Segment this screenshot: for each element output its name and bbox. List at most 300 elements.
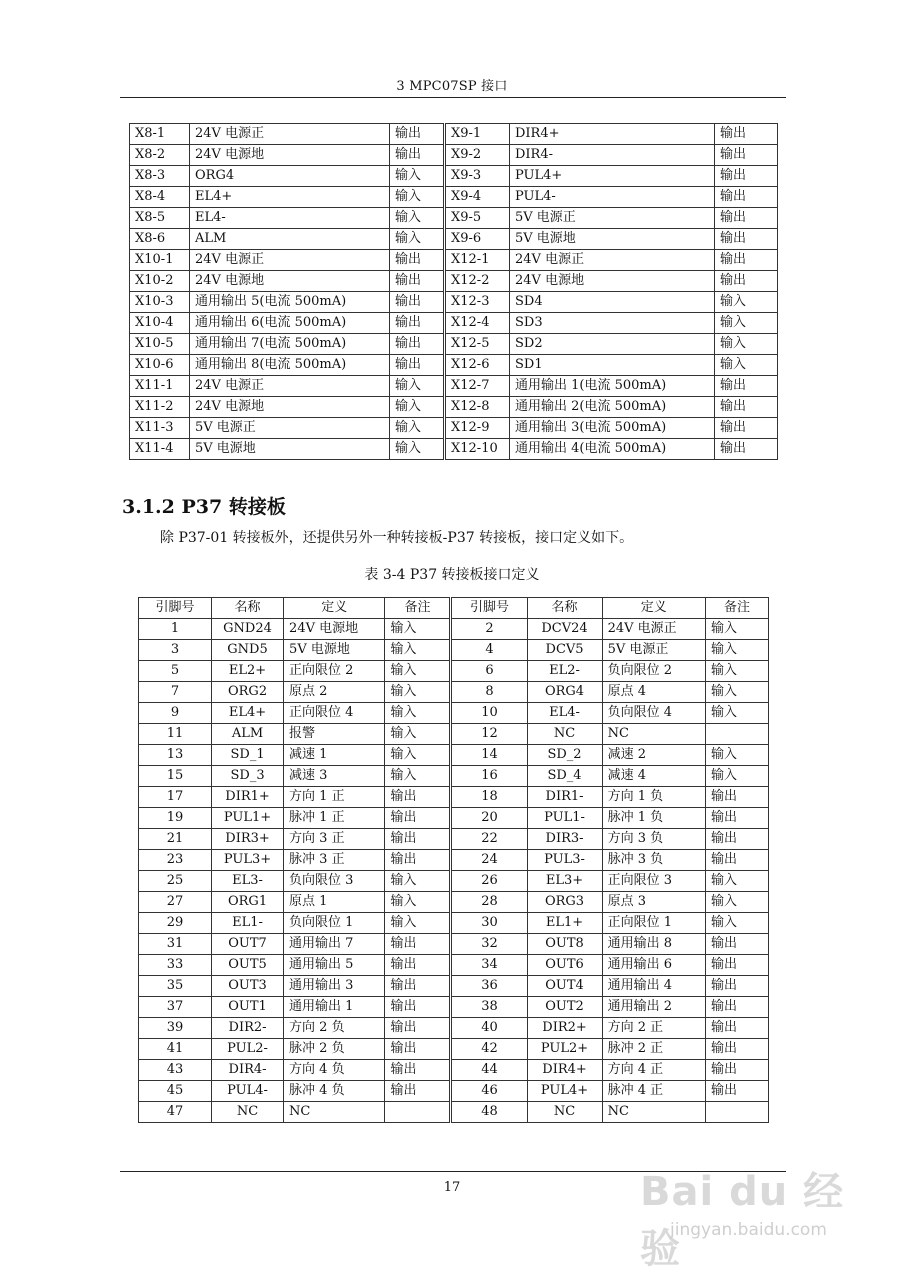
table-cell: 23 [139,850,212,871]
table-cell: 24V 电源地 [190,145,390,166]
table-cell: X10-2 [130,271,190,292]
table-row [130,187,778,208]
table-cell: 19 [139,808,212,829]
table-cell: 24V 电源正 [510,250,715,271]
table-cell: 输出 [715,397,778,418]
table-cell: 输入 [706,745,769,766]
table-cell: X10-1 [130,250,190,271]
table-cell: X12-8 [445,397,510,418]
table-cell: 输出 [390,271,445,292]
table-cell: 输入 [385,661,451,682]
table-row [139,892,769,913]
table-cell: NC [212,1102,284,1123]
table-cell: NC [527,1102,602,1123]
table-cell: OUT7 [212,934,284,955]
table-cell: 方向 4 负 [284,1060,385,1081]
table-cell: 输入 [390,208,445,229]
table-cell: 输出 [706,808,769,829]
table-row [130,166,778,187]
table-row [139,682,769,703]
table-cell: 输出 [706,1018,769,1039]
table-cell: 输出 [715,166,778,187]
table-cell: 输出 [385,1018,451,1039]
table-cell: DIR3- [527,829,602,850]
table-cell: 输入 [390,397,445,418]
table-cell: 输出 [385,787,451,808]
column-header: 引脚号 [451,598,527,619]
table-cell: PUL2- [212,1039,284,1060]
table-cell: 输出 [706,1081,769,1102]
table-cell: X9-1 [445,124,510,145]
table-cell: 47 [139,1102,212,1123]
watermark-logo: Bai du 经验 [640,1169,845,1272]
baidu-watermark [640,1160,860,1272]
table-cell: 5V 电源正 [602,640,705,661]
table-cell: 24V 电源地 [190,397,390,418]
table-cell: X12-10 [445,439,510,460]
table-cell: 6 [451,661,527,682]
table-row [130,418,778,439]
table-cell: 7 [139,682,212,703]
table-cell: PUL1+ [212,808,284,829]
table-cell: 34 [451,955,527,976]
table-cell: 正向限位 2 [284,661,385,682]
table-cell: 输入 [390,439,445,460]
table-cell: SD3 [510,313,715,334]
table-cell: PUL4- [510,187,715,208]
table-cell: 24V 电源正 [190,376,390,397]
table-cell: 减速 4 [602,766,705,787]
table-row [139,1018,769,1039]
table-cell: 输入 [715,313,778,334]
table-cell: PUL3- [527,850,602,871]
table-cell: 原点 3 [602,892,705,913]
table-row [130,124,778,145]
table-cell: EL1- [212,913,284,934]
table-cell [706,724,769,745]
table-cell: 输入 [715,292,778,313]
table-cell: SD_2 [527,745,602,766]
table-cell: ALM [190,229,390,250]
table-cell: 输出 [385,829,451,850]
table-cell: EL4+ [212,703,284,724]
table-cell: 通用输出 2(电流 500mA) [510,397,715,418]
table-cell: 脉冲 4 负 [284,1081,385,1102]
table-cell: 减速 3 [284,766,385,787]
table-cell: 31 [139,934,212,955]
table-cell: 输出 [706,1039,769,1060]
table-cell: ALM [212,724,284,745]
table-cell: X10-5 [130,334,190,355]
table-cell: 脉冲 1 正 [284,808,385,829]
intro-paragraph: 除 P37-01 转接板外，还提供另外一种转接板-P37 转接板，接口定义如下。 [160,530,634,546]
table-cell: X8-2 [130,145,190,166]
table-cell: 负向限位 2 [602,661,705,682]
table-cell: 输入 [706,682,769,703]
table-cell: 通用输出 1 [284,997,385,1018]
table-cell: 输出 [385,955,451,976]
table-cell: X12-9 [445,418,510,439]
table-cell: 12 [451,724,527,745]
table-cell: 42 [451,1039,527,1060]
table-cell: X12-5 [445,334,510,355]
table-cell: 27 [139,892,212,913]
table-cell: 输入 [385,682,451,703]
table-cell: 5V 电源地 [510,229,715,250]
table-cell: 37 [139,997,212,1018]
table-row [130,292,778,313]
table-cell: 输出 [385,808,451,829]
table-cell: OUT2 [527,997,602,1018]
table-cell: 输出 [706,934,769,955]
table-cell: X12-1 [445,250,510,271]
table-cell: 2 [451,619,527,640]
table-cell: 正向限位 3 [602,871,705,892]
table-cell: 18 [451,787,527,808]
table-row [139,1081,769,1102]
table-cell: DIR1+ [212,787,284,808]
table-cell: DIR1- [527,787,602,808]
table-cell: 方向 1 负 [602,787,705,808]
table-cell: 通用输出 4 [602,976,705,997]
table-cell: 输出 [715,229,778,250]
table-cell: 5V 电源地 [284,640,385,661]
table-cell: 输入 [706,892,769,913]
table-cell: X10-6 [130,355,190,376]
column-header: 名称 [212,598,284,619]
table-cell: 24V 电源正 [190,124,390,145]
table-cell: DIR4- [212,1060,284,1081]
table-cell: 输出 [385,1039,451,1060]
table-cell: 原点 2 [284,682,385,703]
table-cell: NC [284,1102,385,1123]
table-cell: X10-3 [130,292,190,313]
table-cell: X8-5 [130,208,190,229]
table-cell: 输出 [390,292,445,313]
table-cell: 输出 [715,124,778,145]
table-cell: 输出 [706,1060,769,1081]
table-cell: 输入 [715,355,778,376]
table-row [130,313,778,334]
table-cell: 输出 [715,145,778,166]
p37-pin-table [138,597,769,1123]
table-cell: X8-6 [130,229,190,250]
table-cell: X11-2 [130,397,190,418]
table-cell: 24V 电源地 [190,271,390,292]
table-row [139,766,769,787]
table-cell: 输出 [385,976,451,997]
table-cell: 5 [139,661,212,682]
header-rule [120,97,786,98]
table-cell: EL2+ [212,661,284,682]
table-cell: DIR4+ [510,124,715,145]
table-cell: 输入 [390,229,445,250]
table-row [130,208,778,229]
table-cell: 输出 [390,355,445,376]
table-row [130,439,778,460]
table-cell: 26 [451,871,527,892]
table-row [139,661,769,682]
table-cell: 24V 电源地 [510,271,715,292]
table-cell: NC [602,724,705,745]
table-cell: SD1 [510,355,715,376]
table-row [130,355,778,376]
table-cell: EL3- [212,871,284,892]
table-cell: 24V 电源正 [602,619,705,640]
table-cell: 5V 电源地 [190,439,390,460]
table-cell: 减速 1 [284,745,385,766]
table-row [130,145,778,166]
table-cell: GND24 [212,619,284,640]
table-cell: X12-2 [445,271,510,292]
page-number: 17 [443,1180,461,1195]
column-header: 定义 [602,598,705,619]
table-cell: PUL4+ [527,1081,602,1102]
table-cell: 输出 [385,850,451,871]
table-cell: 8 [451,682,527,703]
table-cell: ORG2 [212,682,284,703]
table-row [139,724,769,745]
table-cell: 正向限位 1 [602,913,705,934]
table-cell: 输入 [385,745,451,766]
table-cell: ORG3 [527,892,602,913]
table-row [139,997,769,1018]
table-cell: 通用输出 3 [284,976,385,997]
table-cell: EL3+ [527,871,602,892]
table-cell: 25 [139,871,212,892]
table-cell: 通用输出 8(电流 500mA) [190,355,390,376]
table-cell: 输出 [390,250,445,271]
table-cell: PUL1- [527,808,602,829]
table-cell: 方向 3 负 [602,829,705,850]
table-cell: 脉冲 3 正 [284,850,385,871]
table-cell: SD_4 [527,766,602,787]
table-cell: 输入 [390,187,445,208]
table-cell: 输出 [715,439,778,460]
table-cell: 输出 [715,208,778,229]
table-cell: SD4 [510,292,715,313]
table-cell: DIR4- [510,145,715,166]
table-cell: 负向限位 4 [602,703,705,724]
table-cell: X11-4 [130,439,190,460]
table-cell: OUT1 [212,997,284,1018]
column-header: 定义 [284,598,385,619]
table-cell: 方向 3 正 [284,829,385,850]
table-cell: 通用输出 8 [602,934,705,955]
table-cell: EL4+ [190,187,390,208]
table-cell: SD_3 [212,766,284,787]
table-cell: 1 [139,619,212,640]
table-cell: X11-1 [130,376,190,397]
table-cell: 22 [451,829,527,850]
table-cell: OUT6 [527,955,602,976]
table-cell: SD2 [510,334,715,355]
table-cell: EL4- [527,703,602,724]
table-cell: X11-3 [130,418,190,439]
table-cell: PUL4+ [510,166,715,187]
table-cell: OUT3 [212,976,284,997]
table-cell: 通用输出 1(电流 500mA) [510,376,715,397]
table-cell: 输出 [390,124,445,145]
table-cell: 4 [451,640,527,661]
table-cell: 9 [139,703,212,724]
table-cell: 24V 电源正 [190,250,390,271]
table-cell: 45 [139,1081,212,1102]
table-cell: 输出 [385,1060,451,1081]
table-cell: 输出 [385,1081,451,1102]
table-cell: 5V 电源正 [510,208,715,229]
table-row [139,1039,769,1060]
table-cell: DIR2+ [527,1018,602,1039]
table-cell: 15 [139,766,212,787]
table-row [139,955,769,976]
table-cell [706,1102,769,1123]
table-cell: 负向限位 3 [284,871,385,892]
table-cell: EL4- [190,208,390,229]
table-cell: 13 [139,745,212,766]
table-cell: SD_1 [212,745,284,766]
table-cell: 输出 [706,997,769,1018]
table-cell: 输入 [706,619,769,640]
table-cell: DCV24 [527,619,602,640]
table-cell: 39 [139,1018,212,1039]
table-cell: 输入 [706,766,769,787]
table-cell: EL1+ [527,913,602,934]
column-header: 引脚号 [139,598,212,619]
table-cell: 24V 电源地 [284,619,385,640]
column-header: 备注 [385,598,451,619]
table-cell: 方向 2 负 [284,1018,385,1039]
table-cell: 输入 [706,913,769,934]
table-cell: 30 [451,913,527,934]
table-cell: 通用输出 4(电流 500mA) [510,439,715,460]
table-cell: 正向限位 4 [284,703,385,724]
table-caption: 表 3-4 P37 转接板接口定义 [364,567,540,583]
table-row [139,619,769,640]
table-cell: 38 [451,997,527,1018]
table-cell: 输入 [385,724,451,745]
table-cell: 脉冲 4 正 [602,1081,705,1102]
table-cell: 负向限位 1 [284,913,385,934]
table-cell: 通用输出 7 [284,934,385,955]
table-cell: NC [527,724,602,745]
table-cell: 通用输出 6(电流 500mA) [190,313,390,334]
table-cell: 33 [139,955,212,976]
section-heading: 3.1.2 P37 转接板 [122,496,286,518]
table-cell: 输入 [390,166,445,187]
table-cell: X9-4 [445,187,510,208]
table-cell: 输出 [706,955,769,976]
table-cell: 28 [451,892,527,913]
table-cell: 减速 2 [602,745,705,766]
table-cell: 36 [451,976,527,997]
table-cell: 通用输出 6 [602,955,705,976]
table-cell: 输入 [706,640,769,661]
watermark-url: jingyan.baidu.com [670,1220,827,1240]
table-cell: 20 [451,808,527,829]
table-cell: 输入 [390,418,445,439]
table-cell: 46 [451,1081,527,1102]
table-row [130,250,778,271]
table-row [139,808,769,829]
table-cell: 17 [139,787,212,808]
table-cell: 输入 [706,661,769,682]
table-cell: NC [602,1102,705,1123]
table-cell: 14 [451,745,527,766]
table-cell: OUT5 [212,955,284,976]
table-cell: ORG4 [190,166,390,187]
table-cell: DIR2- [212,1018,284,1039]
table-cell: PUL3+ [212,850,284,871]
table-cell: 脉冲 3 负 [602,850,705,871]
table-row [139,787,769,808]
table-cell: 41 [139,1039,212,1060]
table-cell: 输出 [706,829,769,850]
table-cell [385,1102,451,1123]
table-cell: 32 [451,934,527,955]
table-cell: 输出 [390,334,445,355]
table-cell: 脉冲 2 负 [284,1039,385,1060]
table-cell: 通用输出 2 [602,997,705,1018]
table-cell: 输出 [390,145,445,166]
table-row [139,976,769,997]
table-cell: X8-4 [130,187,190,208]
table-cell: 方向 1 正 [284,787,385,808]
table-cell: 10 [451,703,527,724]
table-cell: 输出 [706,976,769,997]
page-header-title: 3 MPC07SP 接口 [396,79,508,94]
table-cell: 通用输出 3(电流 500mA) [510,418,715,439]
table-cell: X9-3 [445,166,510,187]
table-row [130,397,778,418]
table-cell: OUT4 [527,976,602,997]
connector-table [129,123,778,460]
column-header: 备注 [706,598,769,619]
table-cell: 输入 [385,640,451,661]
table-cell: 48 [451,1102,527,1123]
table-row [139,703,769,724]
table-row [139,913,769,934]
table-cell: 输入 [385,766,451,787]
table-cell: 输出 [385,934,451,955]
column-header: 名称 [527,598,602,619]
table-cell: 29 [139,913,212,934]
table-cell: 方向 4 正 [602,1060,705,1081]
table-cell: 原点 4 [602,682,705,703]
table-row [139,1060,769,1081]
table-cell: 报警 [284,724,385,745]
table-cell: 5V 电源正 [190,418,390,439]
table-cell: 输入 [385,913,451,934]
table-row [139,934,769,955]
table-cell: 输出 [715,376,778,397]
table-cell: 输出 [715,418,778,439]
table-row [130,271,778,292]
table-cell: 输出 [706,787,769,808]
table-cell: 输入 [385,892,451,913]
table-row [139,871,769,892]
table-cell: X9-2 [445,145,510,166]
table-cell: 输出 [390,313,445,334]
table-cell: X9-6 [445,229,510,250]
table-cell: 输出 [715,187,778,208]
table-cell: 原点 1 [284,892,385,913]
table-cell: EL2- [527,661,602,682]
table-row [130,229,778,250]
table-cell: X9-5 [445,208,510,229]
table-row [139,850,769,871]
table-cell: 3 [139,640,212,661]
